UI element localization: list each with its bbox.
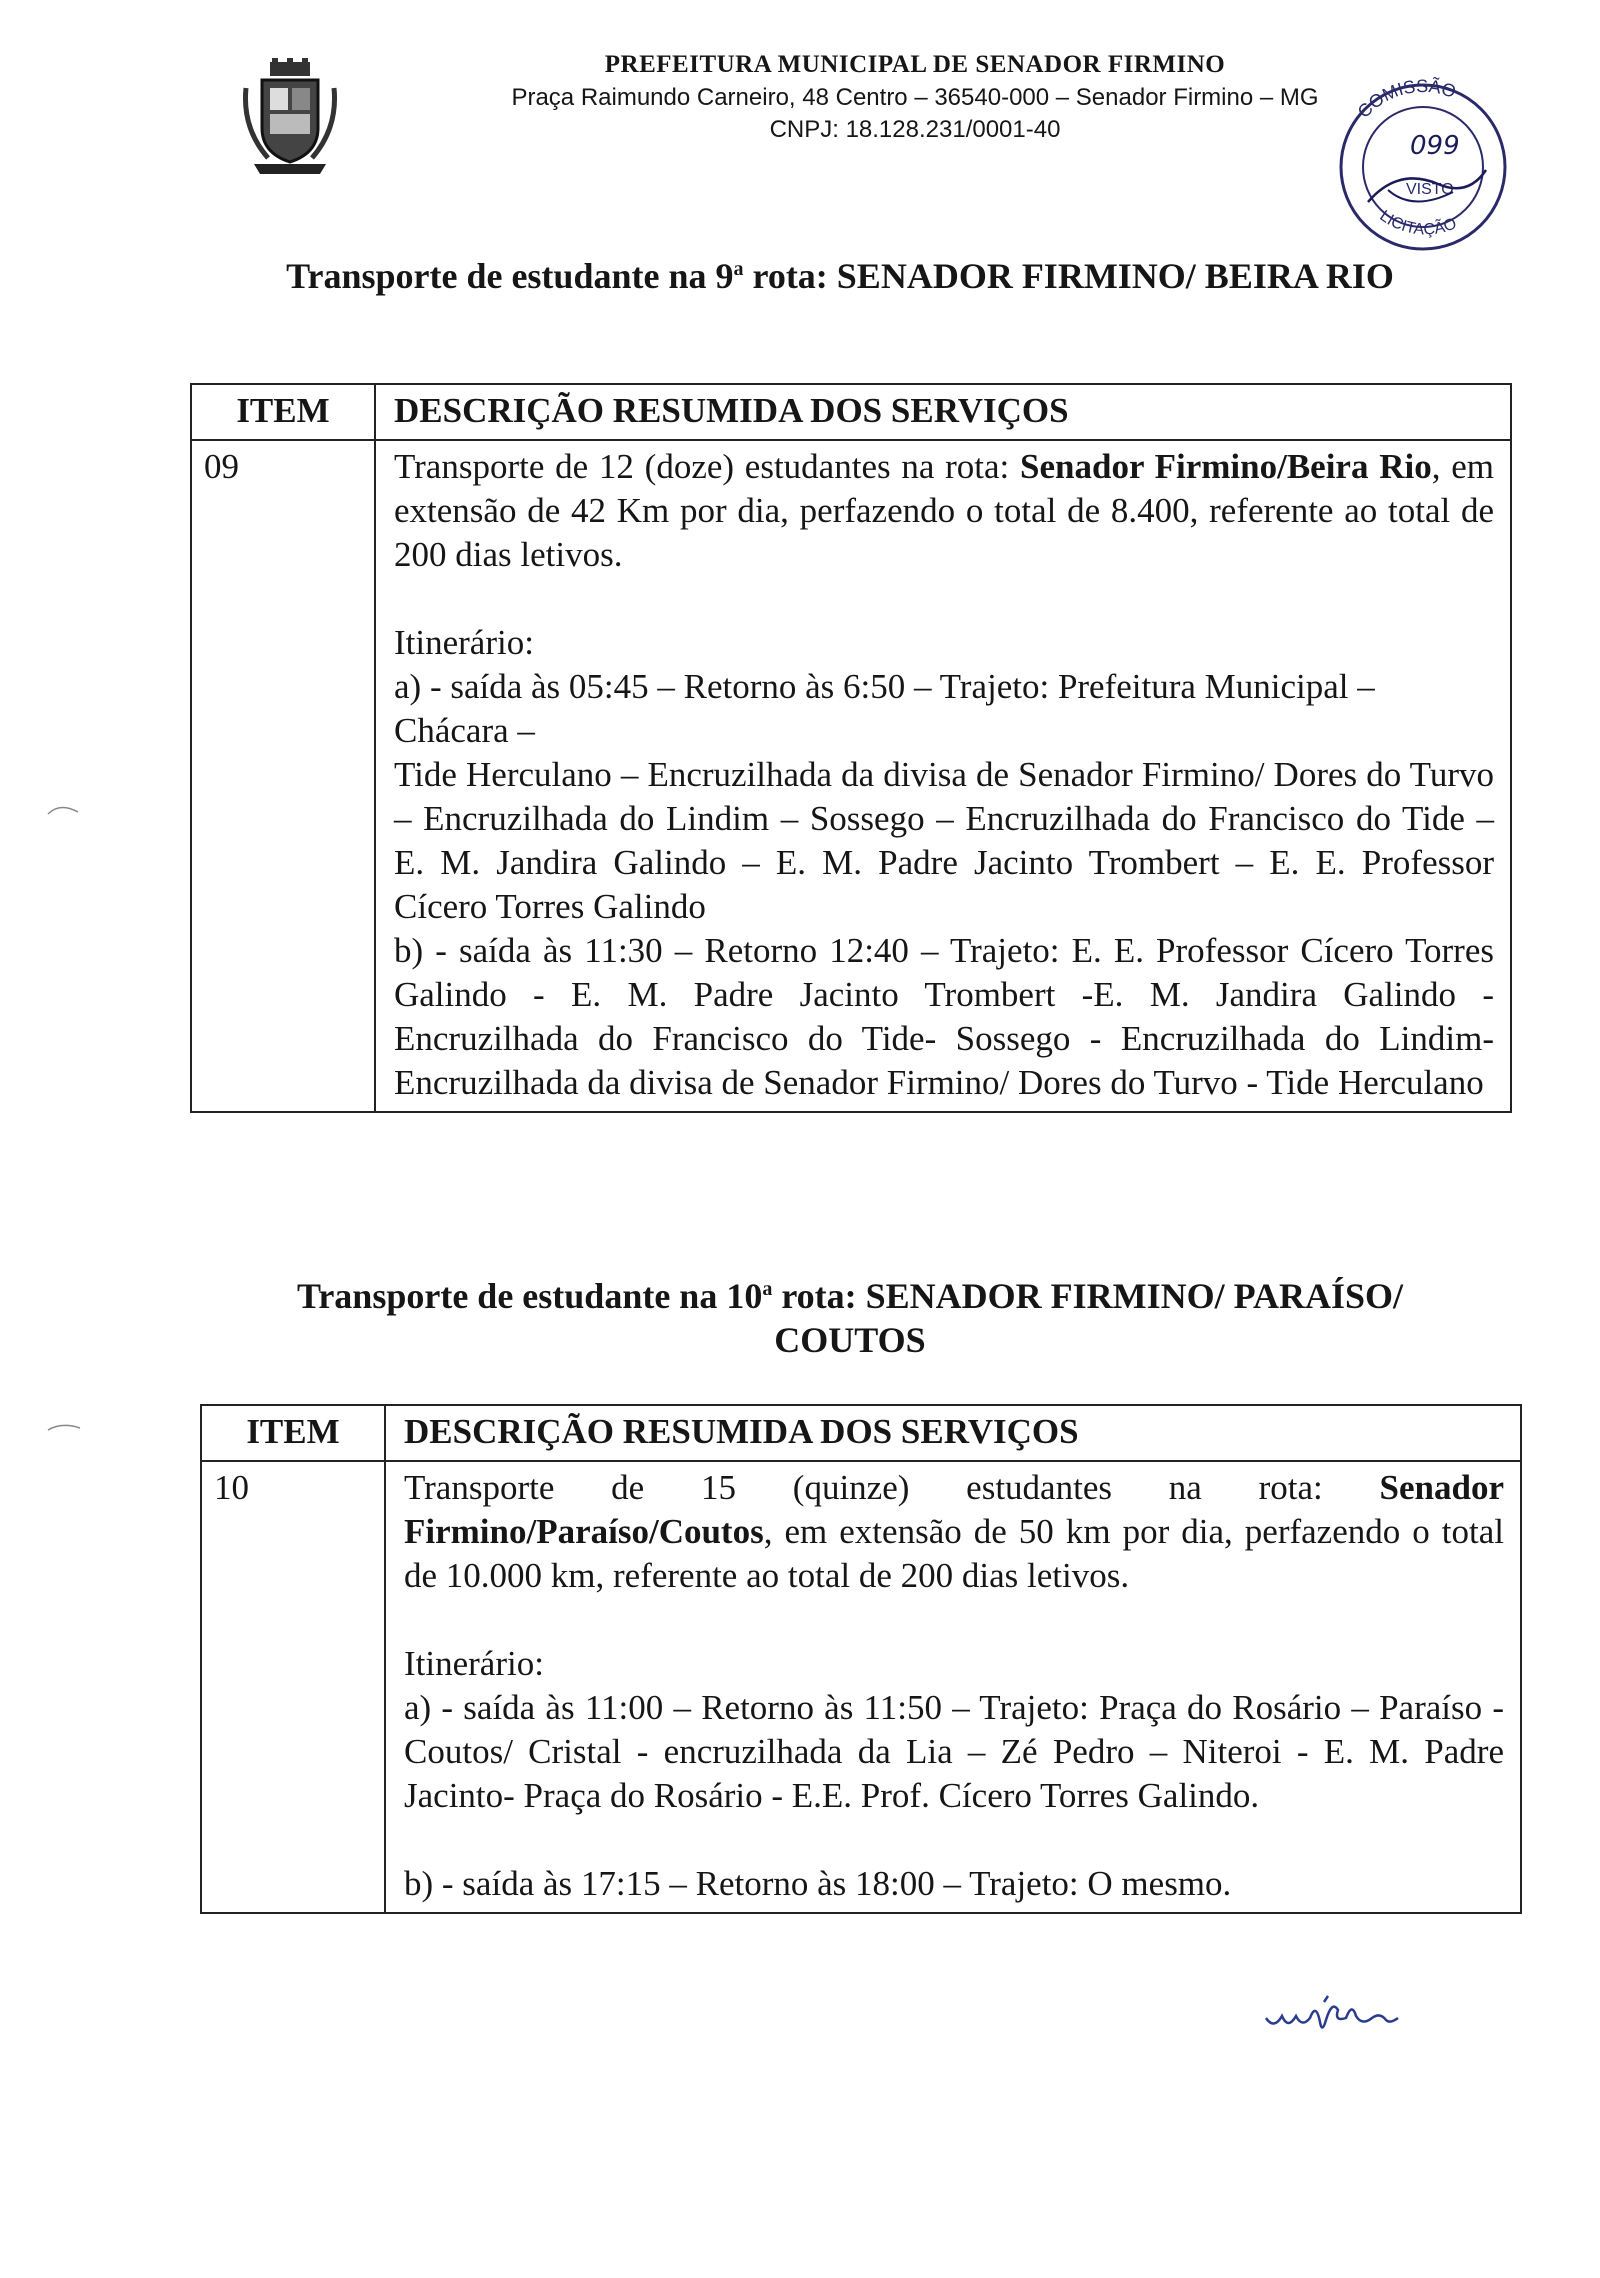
header-cnpj: CNPJ: 18.128.231/0001-40 — [769, 116, 1061, 143]
municipal-coat-of-arms-icon — [240, 58, 340, 178]
route10-services-table — [200, 1404, 1522, 1914]
itinerary-label: Itinerário: — [404, 1644, 544, 1683]
item-description — [385, 1461, 1521, 1913]
handwritten-rubric — [1262, 1982, 1402, 2038]
commission-stamp — [1318, 72, 1528, 252]
route9-services-table — [190, 383, 1512, 1113]
table-row — [201, 1461, 1521, 1913]
table-header-row — [191, 384, 1511, 440]
route-name: Senador Firmino/Paraíso/Coutos — [404, 1468, 1504, 1551]
itinerary-a-line1: a) - saída às 05:45 – Retorno às 6:50 – Trajeto: Prefeitura Municipal – Chácara – — [394, 667, 1375, 750]
service-summary: Transporte de 12 (doze) estudantes na rota: Senador Firmino/Beira Rio, em extensão de 42 Km por dia, perfazendo o total de 8.400, referente ao total de 200 dias letivos. — [394, 447, 1494, 574]
stamp-text-top: COMISSÃO — [1353, 75, 1459, 122]
scan-mark — [46, 800, 82, 818]
col-header-description: DESCRIÇÃO RESUMIDA DOS SERVIÇOS — [375, 384, 1511, 440]
itinerary-b: b) - saída às 11:30 – Retorno 12:40 – Trajeto: E. E. Professor Cícero Torres Galindo - E. M. Padre Jacinto Trombert -E. M. Jandira Galindo - Encruzilhada do Francisco do Tide- Sossego - Encruzilhada do Lindim- Encruzilhada da divisa de Senador Firmino/ Dores do Turvo - Tide Herculano — [394, 931, 1494, 1102]
item-description — [375, 440, 1511, 1112]
col-header-item: ITEM — [201, 1405, 385, 1461]
service-summary: Transporte de 15 (quinze) estudantes na rota: Senador Firmino/Paraíso/Coutos, em extensão de 50 km por dia, perfazendo o total de 10.000 km, referente ao total de 200 dias letivos. — [404, 1468, 1504, 1595]
item-number: 09 — [191, 440, 375, 1112]
document-header — [240, 48, 1420, 178]
itinerary-label: Itinerário: — [394, 623, 534, 662]
stamp-number: 099 — [1410, 131, 1460, 161]
itinerary-b: b) - saída às 17:15 – Retorno às 18:00 – Trajeto: O mesmo. — [404, 1864, 1232, 1903]
svg-text:LICITAÇÃO — [1376, 207, 1458, 238]
itinerary-a: a) - saída às 11:00 – Retorno às 11:50 – Trajeto: Praça do Rosário – Paraíso - Coutos/ Cristal - encruzilhada da Lia – Zé Pedro – Niteroi - E. M. Padre Jacinto- Praça do Rosário - E.E. Prof. Cícero Torres Galindo. — [404, 1688, 1504, 1815]
stamp-visto: VISTO — [1406, 181, 1454, 198]
route10-title: Transporte de estudante na 10$^a$ rota: SENADOR FIRMINO/ PARAÍSO/ COUTOS — [296, 1276, 1404, 1360]
col-header-description: DESCRIÇÃO RESUMIDA DOS SERVIÇOS — [385, 1405, 1521, 1461]
table-row — [191, 440, 1511, 1112]
route-name: Senador Firmino/Beira Rio — [1020, 447, 1432, 486]
col-header-item: ITEM — [191, 384, 375, 440]
svg-text:COMISSÃO — [1354, 75, 1459, 122]
itinerary-a-line2: Tide Herculano – Encruzilhada da divisa de Senador Firmino/ Dores do Turvo – Encruzilhada do Lindim – Sossego – Encruzilhada do Francisco do Tide – E. M. Jandira Galindo – E. M. Padre Jacinto Trombert – E. E. Professor Cícero Torres Galindo — [394, 755, 1494, 926]
stamp-text-bottom: LICITAÇÃO — [1376, 207, 1459, 239]
route9-title: Transporte de estudante na 9$^a$ rota: SENADOR FIRMINO/ BEIRA RIO — [286, 256, 1394, 296]
item-number: 10 — [201, 1461, 385, 1913]
header-title: PREFEITURA MUNICIPAL DE SENADOR FIRMINO — [604, 51, 1226, 78]
table-header-row — [201, 1405, 1521, 1461]
scan-mark — [46, 1418, 82, 1436]
header-address: Praça Raimundo Carneiro, 48 Centro – 36540-000 – Senador Firmino – MG — [511, 84, 1319, 111]
